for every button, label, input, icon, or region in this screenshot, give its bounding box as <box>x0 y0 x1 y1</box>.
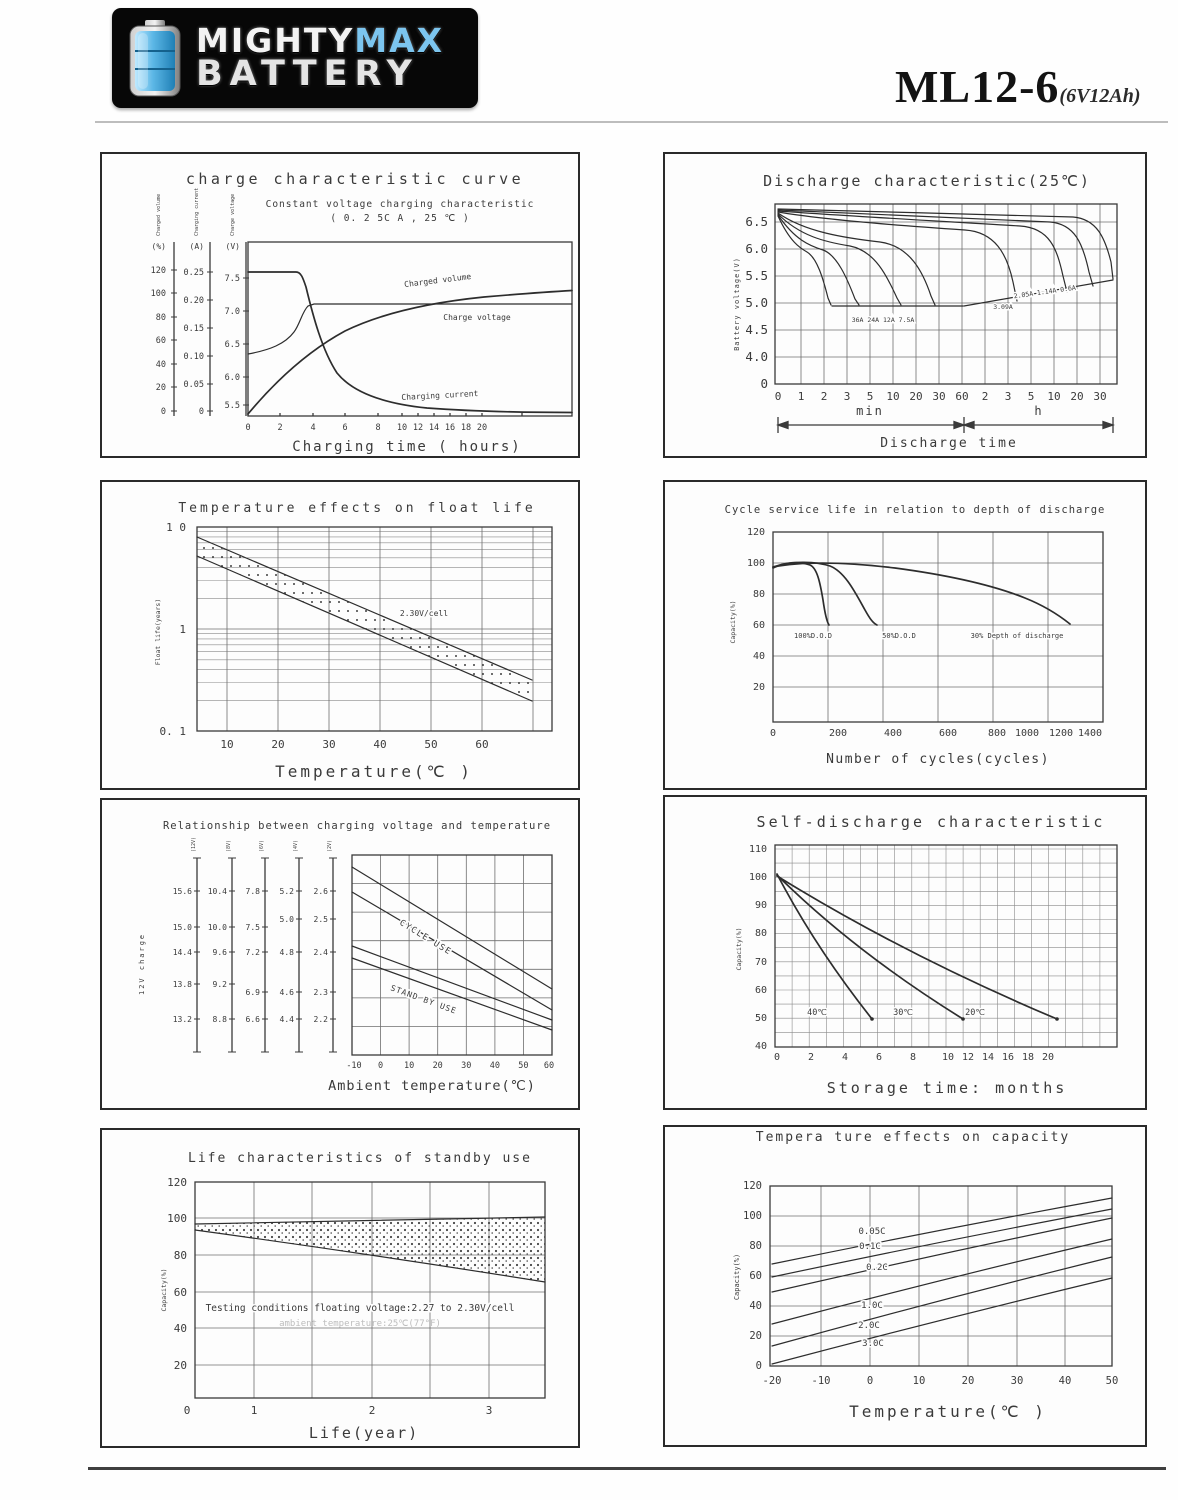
x-tick: 40 <box>1058 1375 1072 1387</box>
x-tick: 30 <box>932 390 946 403</box>
scale-tick: 9.2 <box>212 980 227 989</box>
scale-tick: 6.6 <box>245 1015 260 1024</box>
x-tick: 20 <box>1070 390 1084 403</box>
x-tick: 800 <box>987 728 1007 739</box>
test-conditions-line2: ambient temperature:25℃(77°F) <box>279 1319 441 1329</box>
panel-standby-life <box>100 1128 580 1448</box>
x-tick: 10 <box>396 423 408 433</box>
panel-charging-voltage-temperature <box>100 798 580 1110</box>
scale-ticks-2v <box>314 887 329 1024</box>
footer-rule <box>88 1467 1166 1470</box>
y-tick: 90 <box>754 900 767 911</box>
y-tick: 6.5 <box>745 214 768 229</box>
x-tick: 10 <box>220 738 234 751</box>
x-tick: 0 <box>769 728 777 739</box>
y-tick: 120 <box>746 527 765 538</box>
x-axis-label: Temperature(℃ ) <box>849 1402 1047 1421</box>
grid <box>775 204 1117 384</box>
y-tick: 0 <box>198 407 204 417</box>
x-tick: 50 <box>424 738 438 751</box>
y-tick: 110 <box>748 844 767 855</box>
chart-title: Relationship between charging voltage and temperature <box>162 820 552 832</box>
scale-tick: 10.4 <box>207 887 227 896</box>
curve-charge-voltage <box>248 304 572 354</box>
y-tick: 5.5 <box>224 401 240 411</box>
y-tick-labels <box>749 844 767 1052</box>
y-tick: 80 <box>752 589 765 600</box>
y-tick-labels <box>745 214 768 391</box>
curve-label-high-rates: 36A 24A 12A 7.5A <box>851 316 915 324</box>
axis-unit-percent: (%) <box>151 242 166 251</box>
x-tick: 60 <box>543 1061 555 1071</box>
curve-label-30dod: 30% Depth of discharge <box>970 632 1064 640</box>
y-tick: 0.15 <box>183 324 204 334</box>
y-axis-label: Capacity(%) <box>160 1268 168 1312</box>
chart-subtitle: Constant voltage charging characteristic <box>265 199 535 210</box>
x-tick: 8 <box>909 1052 917 1063</box>
chart-subtitle2: ( 0. 2 5C A , 25 ℃ ) <box>330 213 470 224</box>
x-tick: 20 <box>432 1061 443 1071</box>
x-tick: -10 <box>811 1375 831 1387</box>
chart-title: Temperature effects on float life <box>178 501 536 516</box>
dimension-arrows <box>778 417 1113 433</box>
x-axis-label: Life(year) <box>308 1424 420 1442</box>
x-tick: 18 <box>1021 1052 1035 1063</box>
chart-float-life <box>102 482 578 788</box>
x-tick: 20 <box>271 738 285 751</box>
y-tick: 0.20 <box>183 296 204 306</box>
x-axis-label: Storage time: months <box>826 1079 1068 1097</box>
x-tick: 10 <box>912 1375 926 1387</box>
x-tick: 40 <box>489 1061 501 1071</box>
panel-capacity-temperature <box>663 1125 1147 1447</box>
panel-self-discharge <box>663 795 1147 1110</box>
brand-words <box>196 21 445 94</box>
curve-labels <box>858 1227 888 1349</box>
scale-tick: 5.2 <box>279 887 294 896</box>
y-tick: 80 <box>754 928 767 939</box>
curve-label-charge-voltage: Charge voltage <box>443 313 511 322</box>
x-tick: 200 <box>828 728 848 739</box>
y-tick: 20 <box>749 1330 762 1342</box>
chart-title: Tempera ture effects on capacity <box>755 1130 1071 1145</box>
model-number: ML12-6 <box>895 61 1060 112</box>
curve-1.0C <box>772 1239 1112 1324</box>
curve-0.1C <box>772 1209 1112 1277</box>
x-tick: 3 <box>843 390 851 403</box>
x-tick: 20 <box>909 390 923 403</box>
y-tick: 50 <box>754 1013 767 1024</box>
y-tick: 60 <box>173 1286 187 1299</box>
scale-caption-8v: (8V) <box>226 839 232 852</box>
axis-caption-voltage: Charge voltage <box>230 193 236 236</box>
y-axis-label: Battery voltage(V) <box>733 257 741 351</box>
y-tick: 20 <box>173 1359 187 1372</box>
y-axis-label: Capacity(%) <box>733 1253 741 1301</box>
x-tick: 1400 <box>1077 728 1103 739</box>
y-tick: 70 <box>754 957 767 968</box>
band-label-standby-use: STAND BY USE <box>389 983 458 1016</box>
y-tick: 100 <box>167 1212 187 1225</box>
voltage-scales <box>173 837 337 1052</box>
scale-caption-4v: (4V) <box>293 839 299 852</box>
band-label-cycle-use: CYCLE USE <box>397 918 454 958</box>
x-tick: 5 <box>866 390 874 403</box>
curve-36A <box>778 216 831 305</box>
y-axis-label: Capacity(%) <box>735 927 743 971</box>
scale-ticks-4v <box>280 887 295 1024</box>
y-tick-labels <box>167 1176 187 1372</box>
scale-caption-12v: (12V) <box>191 836 197 852</box>
x-tick: -20 <box>762 1375 782 1387</box>
x-tick: 16 <box>444 423 456 433</box>
curve-12A <box>778 214 901 305</box>
x-tick: 30 <box>1093 390 1107 403</box>
chart-cycle-life <box>665 482 1145 788</box>
y-tick: 6.0 <box>224 373 240 383</box>
test-conditions-line1: Testing conditions floating voltage:2.27 to 2.30V/cell <box>205 1303 515 1314</box>
axis-caption-percent: Charged volume <box>156 193 162 236</box>
x-tick: 0 <box>866 1375 874 1387</box>
x-tick: 14 <box>981 1052 995 1063</box>
panel-cycle-life <box>663 480 1147 790</box>
x-tick: 0 <box>773 1052 781 1063</box>
scale-tick: 9.6 <box>212 948 227 957</box>
x-tick: 0 <box>378 1061 384 1071</box>
y-axis-label: Capacity(%) <box>729 600 737 644</box>
x-tick: 12 <box>412 423 424 433</box>
y-tick: 120 <box>743 1180 762 1192</box>
curve-label-3.09A: 3.09A <box>993 303 1013 311</box>
y-tick: 60 <box>752 620 765 631</box>
y-axis-label: Float life(years) <box>154 598 162 666</box>
chart-standby-life <box>102 1130 578 1446</box>
x-tick: 3 <box>1004 390 1012 403</box>
y-tick: 0. 1 <box>159 725 186 738</box>
y-tick: 100 <box>150 289 166 299</box>
y-tick: 0.25 <box>183 268 204 278</box>
grid <box>773 532 1103 722</box>
curve-label-20C: 20℃ <box>965 1008 985 1018</box>
scale-tick: 13.2 <box>172 1015 192 1024</box>
x-tick: 1 <box>250 1404 258 1417</box>
curve-label-low-rates: 2.05A 1.14A 0.6A <box>1013 283 1077 301</box>
x-tick: 30 <box>1010 1375 1024 1387</box>
standby-band-bottom <box>352 958 552 1030</box>
curve-label-charged-volume: Charged volume <box>403 271 472 290</box>
scale-tick: 7.8 <box>245 887 260 896</box>
x-unit-h: h <box>1034 404 1044 418</box>
y-tick: 7.0 <box>224 307 240 317</box>
chart-self-discharge <box>665 797 1145 1108</box>
x-tick-labels <box>346 1061 554 1071</box>
curve-label-2.0C: 2.0C <box>858 1321 880 1331</box>
x-tick: 600 <box>938 728 958 739</box>
x-tick-labels <box>184 1404 493 1417</box>
curve-label-charging-current: Charging current <box>401 388 479 403</box>
curve-2.0C <box>772 1257 1112 1346</box>
y-tick: 1 <box>179 623 186 636</box>
curve-0.2C <box>772 1218 1112 1292</box>
brand-word-mighty: MIGHTY <box>196 21 355 60</box>
x-tick: 4 <box>310 423 316 433</box>
y-tick: 0 <box>160 407 166 417</box>
chart-title: Life characteristics of standby use <box>188 1151 532 1166</box>
model-title <box>895 60 1170 113</box>
x-tick: 10 <box>941 1052 955 1063</box>
scale-tick: 4.6 <box>279 988 294 997</box>
x-tick: 12 <box>961 1052 975 1063</box>
scale-tick: 14.4 <box>172 948 192 957</box>
scale-ticks-8v <box>208 887 227 1024</box>
battery-icon <box>126 18 184 98</box>
scale-tick: 13.8 <box>172 980 192 989</box>
curve-label-1.0C: 1.0C <box>861 1301 883 1311</box>
y-tick: 4.5 <box>745 322 768 337</box>
x-tick: 1200 <box>1048 728 1074 739</box>
y-tick: 0.05 <box>183 380 204 390</box>
chart-capacity-temperature <box>665 1127 1145 1445</box>
panel-discharge-characteristic <box>663 152 1147 458</box>
x-tick: 20 <box>476 423 488 433</box>
voltage-axis-ticks <box>225 274 240 411</box>
x-tick: 400 <box>883 728 903 739</box>
x-tick: 0 <box>245 423 251 433</box>
y-tick: 40 <box>749 1300 762 1312</box>
y-tick: 1 0 <box>166 521 186 534</box>
curve-3.0C <box>772 1278 1112 1364</box>
y-tick: 60 <box>749 1270 762 1282</box>
x-tick: 10 <box>886 390 900 403</box>
axis-caption-current: Charging current <box>194 187 200 236</box>
y-tick: 60 <box>155 336 166 346</box>
x-tick: 10 <box>1047 390 1061 403</box>
y-tick: 80 <box>173 1249 187 1262</box>
y-tick: 0 <box>760 376 768 391</box>
y-tick: 0.10 <box>183 352 204 362</box>
current-axis-ticks <box>184 268 204 417</box>
brand-word-battery: BATTERY <box>196 54 419 94</box>
y-tick: 40 <box>754 1041 767 1052</box>
scale-tick: 2.5 <box>313 915 328 924</box>
grid <box>195 1182 545 1398</box>
curve-3.09A <box>778 212 1017 301</box>
x-tick: 6 <box>875 1052 883 1063</box>
x-tick: 1000 <box>1014 728 1040 739</box>
curve-label-3.0C: 3.0C <box>862 1339 884 1349</box>
x-tick: 4 <box>841 1052 849 1063</box>
y-tick: 120 <box>167 1176 187 1189</box>
x-axis-label: Ambient temperature(℃) <box>328 1078 536 1094</box>
scale-tick: 15.6 <box>172 887 192 896</box>
grid <box>770 1186 1112 1366</box>
y-tick: 60 <box>754 985 767 996</box>
curve-label-50dod: 50%D.O.D <box>882 632 916 640</box>
curve-7.5A <box>778 213 935 305</box>
y-tick: 5.0 <box>745 295 768 310</box>
scale-tick: 2.6 <box>313 887 328 896</box>
x-tick: 1 <box>797 390 805 403</box>
y-tick: 6.0 <box>745 241 768 256</box>
header-rule <box>95 121 1168 123</box>
x-tick: 30 <box>461 1061 472 1071</box>
band-annotation: 2.30V/cell <box>399 609 449 618</box>
x-tick: 5 <box>1027 390 1035 403</box>
x-tick: 60 <box>475 738 489 751</box>
scale-tick: 7.5 <box>245 923 260 932</box>
scale-caption-6v: (6V) <box>259 839 265 852</box>
x-tick-labels <box>245 423 487 433</box>
panel-charge-characteristic <box>100 152 580 458</box>
chart-title: Discharge characteristic(25℃) <box>763 172 1091 190</box>
curve-label-40C: 40℃ <box>807 1008 827 1018</box>
y-tick: 6.5 <box>224 340 240 350</box>
x-tick: 14 <box>428 423 440 433</box>
panel-float-life <box>100 480 580 790</box>
y-tick: 40 <box>155 360 166 370</box>
axis-unit-voltage: (V) <box>225 242 240 251</box>
y-tick: 5.5 <box>745 268 768 283</box>
capacity-band <box>195 1217 545 1282</box>
x-tick: 3 <box>485 1404 493 1417</box>
scale-ticks-12v <box>173 887 192 1024</box>
scale-tick: 15.0 <box>172 923 192 932</box>
x-tick: 2 <box>820 390 828 403</box>
chart-title: Cycle service life in relation to depth of discharge <box>724 504 1106 516</box>
y-tick: 0 <box>755 1360 762 1372</box>
chart-title: Self-discharge characteristic <box>756 813 1106 831</box>
curve-label-0.05C: 0.05C <box>858 1227 886 1237</box>
x-tick-labels <box>770 728 1102 739</box>
chart-title: charge characteristic curve <box>185 170 525 188</box>
curve-2.05A <box>778 211 1067 292</box>
x-tick: 50 <box>1105 1375 1119 1387</box>
y-tick-labels <box>747 527 765 693</box>
x-axis-label: Discharge time <box>880 436 1018 451</box>
x-tick: 30 <box>322 738 336 751</box>
x-axis-label: Charging time ( hours) <box>292 439 522 455</box>
model-spec: (6V12Ah) <box>1059 85 1141 107</box>
brand-logo <box>112 8 478 108</box>
x-tick: 18 <box>460 423 472 433</box>
axis-units <box>152 242 240 251</box>
y-tick: 80 <box>749 1240 762 1252</box>
left-caption: 12V charge <box>138 932 146 995</box>
x-axis-label: Number of cycles(cycles) <box>826 752 1050 767</box>
scale-tick: 10.0 <box>207 923 227 932</box>
y-tick: 100 <box>746 558 765 569</box>
curves <box>772 1198 1112 1364</box>
axis-unit-current: (A) <box>189 242 204 251</box>
curve-30C <box>777 875 963 1019</box>
curve-label-30C: 30℃ <box>893 1008 913 1018</box>
y-tick: 40 <box>752 651 765 662</box>
scale-tick: 2.4 <box>313 948 328 957</box>
scale-tick: 2.3 <box>313 988 328 997</box>
y-tick-labels <box>160 521 187 738</box>
x-unit-min: min <box>856 404 884 418</box>
plot-frame <box>195 1182 545 1398</box>
x-tick-labels <box>775 390 1107 403</box>
curve-label-100dod: 100%D.O.D <box>794 632 832 640</box>
x-tick: 0 <box>774 390 782 403</box>
x-axis-label: Temperature(℃ ) <box>275 762 473 781</box>
x-tick: 0 <box>183 1404 191 1417</box>
scale-ticks-6v <box>246 887 261 1024</box>
y-tick: 120 <box>150 266 166 276</box>
scale-caption-2v: (2V) <box>327 839 333 852</box>
chart-charge-characteristic <box>102 154 578 456</box>
y-tick: 100 <box>748 872 767 883</box>
scale-tick: 2.2 <box>313 1015 328 1024</box>
chart-discharge-characteristic <box>665 154 1145 456</box>
x-tick: 16 <box>1001 1052 1015 1063</box>
x-tick-labels <box>763 1375 1119 1387</box>
scale-tick: 7.2 <box>245 948 260 957</box>
x-tick: 2 <box>277 423 283 433</box>
y-tick: 7.5 <box>224 274 240 284</box>
x-tick: 2 <box>807 1052 815 1063</box>
brand-word-max: MAX <box>354 21 445 60</box>
scale-tick: 8.8 <box>212 1015 227 1024</box>
y-tick: 40 <box>173 1322 187 1335</box>
scale-tick: 4.8 <box>279 948 294 957</box>
y-tick: 20 <box>155 383 166 393</box>
chart-charging-voltage-temperature <box>102 800 578 1108</box>
y-tick: 4.0 <box>745 349 768 364</box>
rotated-axis-captions <box>156 188 236 236</box>
curve-label-0.2C: 0.2C <box>866 1263 888 1273</box>
scale-tick: 4.4 <box>279 1015 294 1024</box>
x-tick: 6 <box>342 423 348 433</box>
x-tick: 60 <box>955 390 969 403</box>
curve-labels <box>794 632 1063 640</box>
x-tick: 2 <box>368 1404 376 1417</box>
x-tick-labels <box>774 1052 1054 1063</box>
x-tick: 40 <box>373 738 387 751</box>
y-tick: 100 <box>743 1210 762 1222</box>
cycle-band-top <box>352 867 552 989</box>
curve-30pct-dod <box>773 563 1070 624</box>
curve-label-0.1C: 0.1C <box>859 1242 881 1252</box>
x-tick: 8 <box>375 423 381 433</box>
curve-0.6A <box>778 209 1113 279</box>
scale-tick: 5.0 <box>279 915 294 924</box>
x-tick: 10 <box>403 1061 415 1071</box>
x-tick-labels <box>220 738 488 751</box>
x-tick: 20 <box>1041 1052 1055 1063</box>
y-tick: 80 <box>155 313 166 323</box>
scale-tick: 6.9 <box>245 988 260 997</box>
y-tick: 20 <box>752 682 765 693</box>
percent-axis-ticks <box>151 266 166 417</box>
x-tick: 20 <box>961 1375 975 1387</box>
y-tick-labels <box>743 1180 762 1372</box>
x-tick: 2 <box>981 390 989 403</box>
x-tick: -10 <box>346 1061 362 1071</box>
x-tick: 50 <box>518 1061 529 1071</box>
